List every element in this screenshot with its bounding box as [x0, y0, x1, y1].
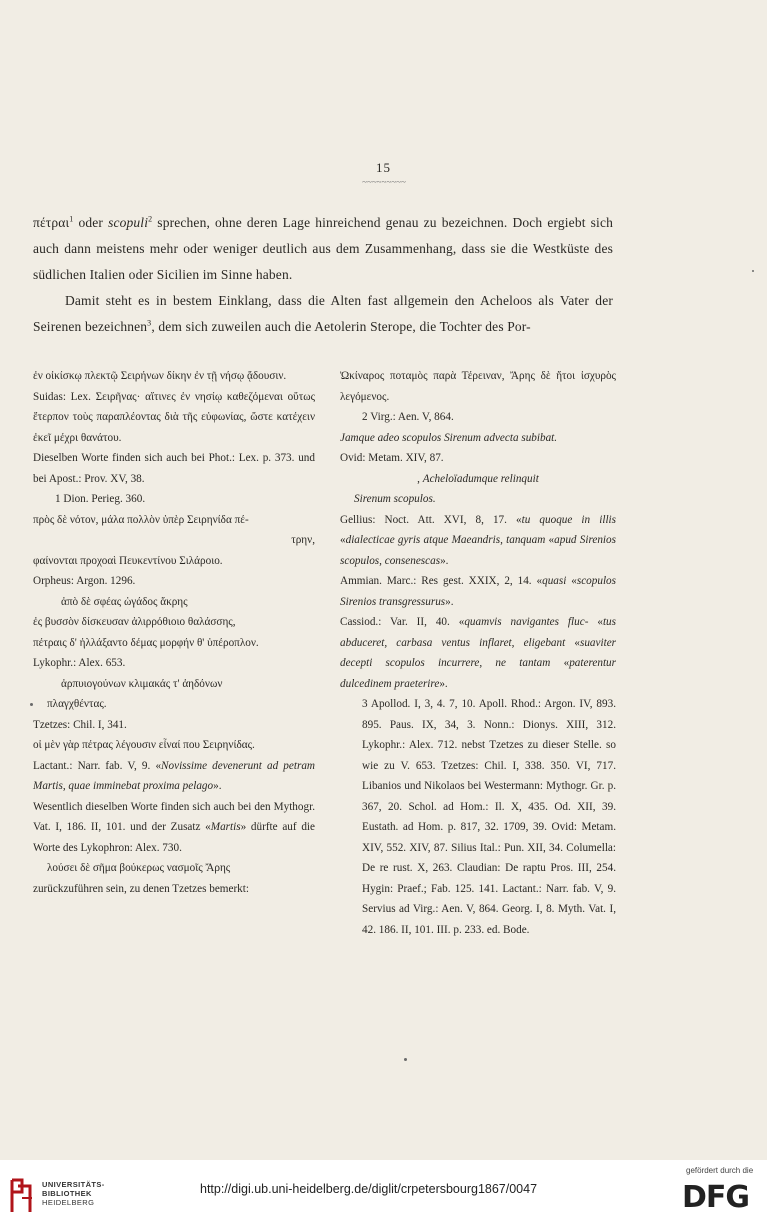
italic-text: suaviter decepti scopulos incurrere, ne tantam: [340, 636, 617, 669]
text-run: ».: [445, 595, 454, 608]
footnote-line: [33, 715, 315, 736]
text-run: πέτραις δ' ἠλλάξαντο δέμας μορφήν θ' ὑπέροπλον.: [33, 636, 259, 649]
footnote-line: [33, 387, 315, 449]
footnote-line: [340, 694, 616, 940]
library-emblem-icon: [8, 1178, 36, 1214]
library-name-line3: HEIDELBERG: [42, 1198, 95, 1207]
text-run: «: [588, 616, 603, 628]
text-run: Suidas: Lex. Σειρῆνας· αἵτινες ἐν νησίῳ καθεζόμεναι οὕτως ἔτερπον τοὺς παραπλέοντας διὰ τῆς εὐφωνίας, ὥστε κατέχειν ἐκεῖ μέχρι θανάτου.: [33, 390, 315, 444]
footnote-line: [340, 571, 616, 612]
italic-text: apud Sirenios scopulos, consenescas: [340, 534, 616, 567]
footnote-line: [33, 735, 315, 756]
footnote-line: [340, 612, 616, 694]
footnote-line: [33, 612, 315, 633]
text-run: ».: [440, 554, 449, 567]
text-run: 3 Apollod. I, 3, 4. 7, 10. Apoll. Rhod.: Argon. IV, 893. 895. Paus. IX, 34, 3. Nonn.: Dionys. XIII, 312. Lykophr.: Alex. 712. nebst Tzetzes zu dieser Stelle. so wie zu V. 653. Tzetzes: Chil. I, 338. 350. VI, 717. Libanios und Nikolaos bei Westermann: Mythogr. Gr. p. 367, 20. Schol. ad Hom.: Il. X, 435. Od. XII, 39. Eustath. ad Hom. p. 817, 32. 1709, 39. Ovid: Metam. XIV, 552. XIV, 87. Silius Ital.: Pun. XII, 34. Columella: De re rust. X, 263. Claudian: De raptu Pros. III, 254. Hygin: Praef.; Fab. 125. 141. Lactant.: Narr. fab. V, 9. Servius ad Virg.: Aen. V, 864. Georg. I, 8. Myth. Vat. I, 42. 186. II, 101. III. p. 233. ed. Bode.: [362, 698, 616, 936]
text-run: ,: [417, 472, 423, 485]
footnote-line: [340, 366, 616, 407]
footnote-line: [33, 551, 315, 572]
text-run: 2 Virg.: Aen. V, 864.: [362, 411, 454, 423]
text-run: zurückzuführen sein, zu denen Tzetzes bemerkt:: [33, 882, 249, 895]
italic-text: quasi: [542, 575, 567, 587]
text-run: «: [545, 534, 555, 546]
text-run: ἐς βυσσὸν δίσκευσαν ἁλιρρόθιοιο θαλάσσης,: [33, 616, 236, 628]
footnote-line: [33, 797, 315, 859]
dfg-sponsor[interactable]: [680, 1166, 764, 1220]
speck: [752, 270, 754, 272]
text-run: ».: [213, 780, 222, 792]
footnote-line: [33, 858, 315, 879]
text-run: «: [550, 657, 570, 669]
text-run: «: [566, 575, 577, 587]
italic-text: tu quoque in illis: [521, 513, 617, 526]
footnote-ref: 3: [147, 318, 152, 328]
source-url-link[interactable]: http://digi.ub.uni-heidelberg.de/diglit/crpetersbourg1867/0047: [200, 1182, 538, 1196]
text-run: πρὸς δὲ νότον, μάλα πολλὸν ὑπὲρ Σειρηνίδα πέ-: [33, 513, 249, 526]
text-run: Cassiod.: Var. II, 40. «: [340, 616, 465, 628]
page-number: 15: [376, 160, 391, 175]
text-run: Dieselben Worte finden sich auch bei Phot.: Lex. p. 373. und bei Apost.: Prov. XV, 38.: [33, 452, 315, 485]
text-run: ἀρπυιογούνων κλιμακάς τ' ἀηδόνων: [61, 677, 223, 690]
footnote-line: [33, 448, 315, 489]
footnote-line: [33, 592, 315, 613]
text-run: τρην,: [291, 534, 315, 546]
speck: [30, 703, 33, 706]
text-run: λούσει δὲ σῆμα βούκερως νασμοῖς Ἄρης: [47, 862, 231, 874]
footnote-line: [340, 448, 616, 469]
text-run: 1 Dion. Perieg. 360.: [55, 493, 146, 505]
footnote-ref: 1: [69, 214, 74, 224]
speck: [404, 1058, 407, 1061]
text-run: ».: [439, 677, 448, 690]
text-run: » dürfte auf die Worte des Lykophron: Alex. 730.: [33, 821, 315, 854]
footnote-line: [33, 489, 315, 510]
text-run: πέτραι: [33, 215, 70, 230]
footnote-line: [340, 489, 616, 510]
footnote-line: [33, 694, 315, 715]
main-text: [33, 210, 613, 340]
italic-text: scopulos Sirenios transgressurus: [340, 575, 616, 608]
footnote-line: [33, 510, 315, 531]
footnote-line: [33, 674, 315, 695]
paragraph-2: [33, 288, 613, 340]
text-run: , dem sich zuweilen auch die Aetolerin Sterope, die Tochter des Por-: [151, 319, 531, 334]
text-run: Tzetzes: Chil. I, 341.: [33, 718, 127, 731]
footnote-line: [340, 407, 616, 428]
text-run: Lactant.: Narr. fab. V, 9. «: [33, 759, 162, 772]
text-run: φαίνονται προχοαὶ Πευκεντίνου Σιλάροιο.: [33, 554, 223, 567]
italic-text: dialecticae gyris atque Maeandris, tanquam: [345, 534, 546, 546]
text-run: Ὠκίναρος ποταμὸς παρὰ Τέρειναν, Ἄρης δὲ ἤτοι ἰσχυρὸς λεγόμενος.: [340, 370, 616, 403]
footnote-line: [33, 530, 315, 551]
text-run: «: [340, 534, 346, 546]
footnote-line: [340, 510, 616, 572]
text-run: πλαγχθέντας.: [47, 698, 107, 710]
italic-text: Sirenum scopulos.: [354, 493, 436, 505]
text-run: Gellius: Noct. Att. XVI, 8, 17. «: [340, 513, 522, 526]
text-run: oder: [73, 215, 109, 230]
italic-text: paterentur dulcedinem praeterire: [340, 657, 617, 690]
footnote-line: [33, 366, 315, 387]
footnote-line: [33, 571, 315, 592]
footnotes-right-column: [340, 366, 616, 940]
italic-text: tus abduceret, carbasa ventus inflaret, eligebant: [340, 616, 616, 649]
footnote-line: [33, 633, 315, 654]
ornament: ~~~~~~~~~: [362, 177, 406, 187]
footer-bar: [0, 1160, 767, 1223]
dfg-logo: DFG: [682, 1180, 750, 1215]
library-name-line2: BIBLIOTHEK: [42, 1189, 92, 1198]
text-run: Ammian. Marc.: Res gest. XXIX, 2, 14. «: [340, 575, 543, 587]
italic-text: scopuli: [108, 215, 149, 230]
footnote-line: [33, 756, 315, 797]
italic-text: Jamque adeo scopulos Sirenum advecta subibat.: [340, 431, 558, 444]
text-run: sprechen, ohne deren Lage hinreichend genau zu bezeichnen. Doch ergiebt sich auch dann meistens mehr oder weniger deutlich aus dem Zusammenhang, dass sie die Westküste des südlichen Italien oder Sicilien im Sinne haben.: [33, 215, 613, 282]
text-run: ἀπὸ δὲ σφέας ὠγάδος ἄκρης: [61, 595, 188, 608]
text-run: Damit steht es in bestem Einklang, dass die Alten fast allgemein den Acheloos als Vater der Seirenen bezeichnen: [33, 293, 613, 334]
footnote-ref: 2: [148, 214, 153, 224]
footnote-line: [340, 469, 616, 490]
italic-text: Martis: [210, 821, 241, 833]
footnote-line: [340, 428, 616, 449]
italic-text: quamvis navigantes fluc-: [464, 616, 589, 628]
dfg-caption: gefördert durch die: [686, 1166, 754, 1175]
text-run: Wesentlich dieselben Worte finden sich auch bei den Mythogr. Vat. I, 186. II, 101. und der Zusatz «: [33, 800, 315, 833]
text-run: Lykophr.: Alex. 653.: [33, 657, 126, 669]
footnotes-left-column: [33, 366, 315, 899]
footnote-line: [33, 879, 315, 900]
text-run: οἱ μὲν γὰρ πέτρας λέγουσιν εἶναί που Σειρηνίδας.: [33, 739, 255, 751]
text-run: «: [565, 636, 580, 649]
library-name-line1: UNIVERSITÄTS-: [42, 1180, 105, 1189]
footnote-line: [33, 653, 315, 674]
italic-text: Acheloïadumque relinquit: [422, 472, 539, 485]
paragraph-1: [33, 210, 613, 288]
text-run: Ovid: Metam. XIV, 87.: [340, 452, 444, 464]
text-run: ἐν οἰκίσκῳ πλεκτῷ Σειρήνων δίκην ἐν τῇ νήσῳ ᾄδουσιν.: [33, 370, 287, 382]
university-library-logo[interactable]: [8, 1178, 128, 1214]
italic-text: Novissime devenerunt ad petram Martis, quae imminebat proxima pelago: [33, 759, 315, 792]
text-run: Orpheus: Argon. 1296.: [33, 575, 136, 587]
